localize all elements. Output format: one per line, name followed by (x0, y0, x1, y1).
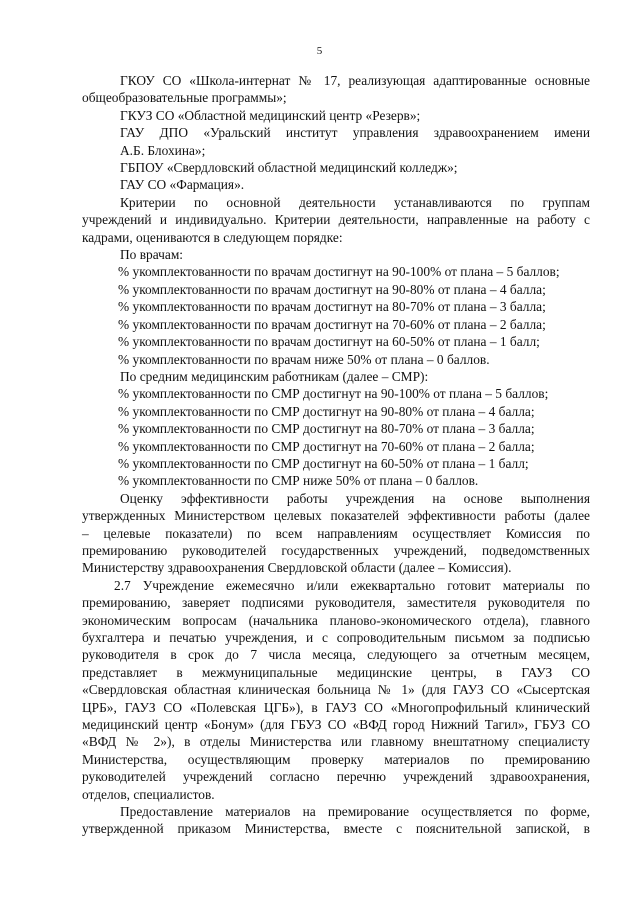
paragraph-line: ЦРБ», ГАУЗ СО «Полевская ЦГБ»), в ГАУЗ СО «Многопрофильный клинический (82, 699, 590, 715)
smr-item: % укомплектованности по СМР достигнут на 90-80% от плана – 4 балла; (118, 403, 535, 419)
smr-item: % укомплектованности по СМР достигнут на 70-60% от плана – 2 балла; (118, 438, 535, 454)
paragraph-line: «ВФД № 2»), в отделы Министерства или главному внештатному специалисту (82, 734, 590, 750)
smr-item: % укомплектованности по СМР достигнут на 80-70% от плана – 3 балла; (118, 421, 535, 437)
section-2-7 (82, 577, 590, 803)
paragraph-line: 2.7 Учреждение ежемесячно и/или ежеквартально готовит материалы по (114, 577, 590, 593)
page-number: 5 (316, 45, 323, 57)
paragraph-line: Оценку эффективности работы учреждения на основе выполнения (120, 490, 590, 506)
paragraph-line: премированию руководителей государственных учреждений, подведомственных (82, 542, 590, 558)
paragraph-line: утвержденных Министерством целевых показателей эффективности работы (далее (82, 508, 590, 524)
final-paragraph (82, 803, 590, 838)
doctors-heading: По врачам: (120, 247, 184, 263)
org-line: ГБПОУ «Свердловский областной медицинский колледж»; (120, 160, 458, 176)
criteria-paragraph (82, 194, 590, 246)
paragraph-line: Критерии по основной деятельности устанавливаются по группам (120, 194, 590, 210)
paragraph-line: медицинский центр «Бонум» (для ГБУЗ СО «ВФД город Нижний Тагил», ГБУЗ СО (82, 717, 590, 733)
paragraph-line: руководителя в срок до 7 числа месяца, следующего за отчетным месяцем, (82, 647, 590, 663)
doctors-item: % укомплектованности по врачам достигнут на 70-60% от плана – 2 балла; (118, 316, 546, 332)
document-body (82, 72, 590, 838)
doctors-item: % укомплектованности по врачам достигнут на 80-70% от плана – 3 балла; (118, 299, 546, 315)
smr-item: % укомплектованности по СМР ниже 50% от плана – 0 баллов. (118, 473, 479, 489)
paragraph-line: руководителей учреждений согласно перечню учреждений здравоохранения, (82, 769, 590, 785)
paragraph-line: бухгалтера и печатью учреждения, и с сопроводительным письмом за подписью (82, 630, 590, 645)
org-line: А.Б. Блохина»; (120, 142, 206, 158)
smr-item: % укомплектованности по СМР достигнут на 90-100% от плана – 5 баллов; (118, 386, 549, 402)
paragraph-line: Предоставление материалов на премирование осуществляется по форме, (120, 804, 590, 820)
org-line: ГКУЗ СО «Областной медицинский центр «Резерв»; (120, 107, 421, 123)
doctors-item: % укомплектованности по врачам достигнут на 90-80% от плана – 4 балла; (118, 281, 546, 297)
smr-heading: По средним медицинским работникам (далее – СМР): (120, 368, 429, 384)
paragraph-line: – целевые показатели) по всем направлениям осуществляет Комиссия по (82, 525, 590, 541)
paragraph-line: утвержденной приказом Министерства, вместе с пояснительной запиской, в (82, 821, 590, 837)
paragraph-line: экономическим вопросам (начальника планово-экономического отдела), главного (82, 612, 590, 628)
organization-list (82, 72, 590, 194)
doctors-criteria (82, 246, 590, 368)
paragraph-line: отделов, специалистов. (82, 786, 215, 802)
org-line: ГКОУ СО «Школа-интернат № 17, реализующая адаптированные основные (120, 73, 590, 88)
doctors-item: % укомплектованности по врачам достигнут на 90-100% от плана – 5 баллов; (118, 264, 560, 280)
smr-criteria (82, 368, 590, 490)
paragraph-line: представляет в межмуниципальные медицинские центры, в ГАУЗ СО (82, 664, 590, 680)
smr-item: % укомплектованности по СМР достигнут на 60-50% от плана – 1 балл; (118, 455, 529, 471)
org-line: общеобразовательные программы»; (82, 90, 287, 106)
doctors-item: % укомплектованности по врачам ниже 50% от плана – 0 баллов. (118, 351, 490, 367)
org-line: ГАУ ДПО «Уральский институт управления здравоохранением имени (120, 125, 590, 141)
org-line: ГАУ СО «Фармация». (120, 177, 245, 193)
paragraph-line: учреждений и индивидуально. Критерии деятельности, направленные на работу с (82, 212, 590, 228)
paragraph-line: «Свердловская областная клиническая больница № 1» (для ГАУЗ СО «Сысертская (82, 682, 590, 698)
efficiency-paragraph (82, 490, 590, 577)
paragraph-line: Министерства, осуществляющим проверку материалов по премированию (82, 751, 590, 767)
paragraph-line: премированию, заверяет подписями руководителя, заместителя руководителя по (82, 595, 590, 611)
paragraph-line: Министерству здравоохранения Свердловской области (далее – Комиссия). (82, 560, 512, 576)
doctors-item: % укомплектованности по врачам достигнут на 60-50% от плана – 1 балл; (118, 334, 540, 350)
paragraph-line: кадрами, оцениваются в следующем порядке: (82, 229, 343, 245)
